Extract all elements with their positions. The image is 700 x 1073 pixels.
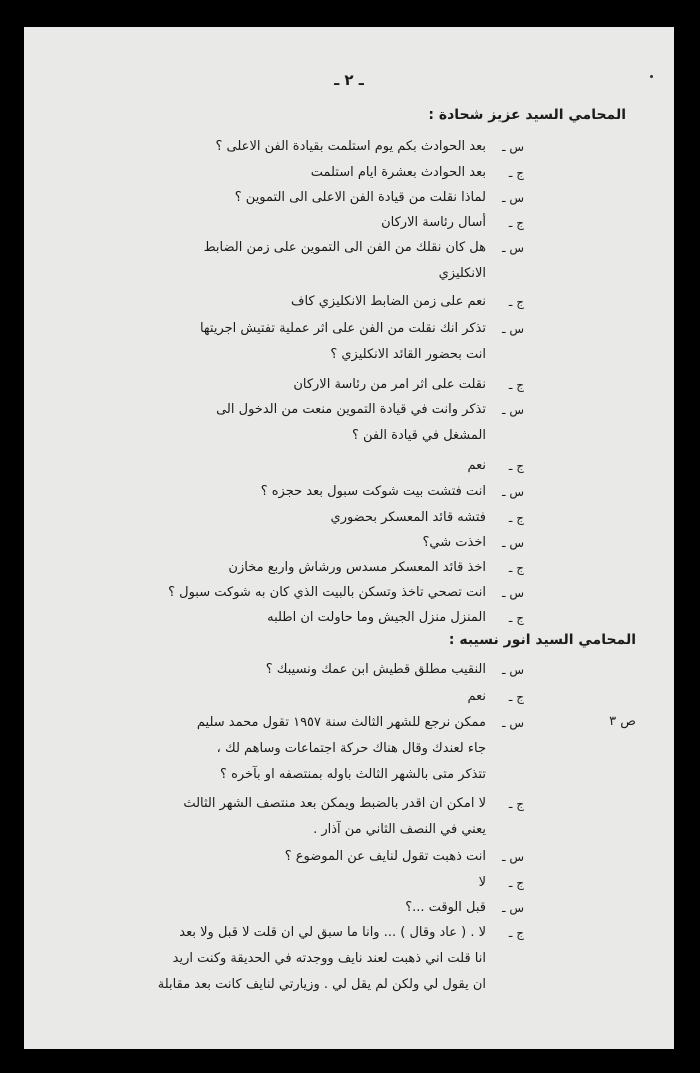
qa-text [64, 453, 486, 479]
question-block [64, 235, 524, 287]
answer-block [64, 453, 524, 479]
qa-text [64, 160, 486, 186]
qa-marker: ج ـ [508, 611, 524, 625]
section-heading-anwar-nusseibeh: المحامي السيد انور نسيبه : [448, 632, 636, 648]
qa-marker: ج ـ [508, 295, 524, 309]
qa-line: تذكر وانت في قيادة التموين منعت من الدخول الى [216, 402, 486, 417]
qa-marker: ج ـ [508, 926, 524, 940]
answer-block [64, 210, 524, 236]
qa-text [64, 870, 486, 896]
qa-line: انا قلت اني ذهبت لعند نايف ووجدته في الحديقة وكنت اريد [172, 951, 486, 966]
qa-line: انت فتشت بيت شوكت سبول بعد حجزه ؟ [260, 484, 486, 499]
qa-text [64, 684, 486, 710]
qa-marker: ج ـ [508, 166, 524, 180]
qa-line: جاء لعندك وقال هناك حركة اجتماعات وساهم لك ، [216, 741, 486, 756]
qa-marker: س ـ [502, 850, 524, 864]
question-block [64, 479, 524, 505]
qa-text [64, 479, 486, 505]
qa-marker: س ـ [502, 586, 524, 600]
document-page [24, 27, 674, 1049]
qa-line: لا [478, 875, 486, 890]
qa-line: نقلت على اثر امر من رئاسة الاركان [293, 377, 486, 392]
qa-line: هل كان نقلك من الفن الى التموين على زمن الضابط [203, 240, 486, 255]
qa-line: اخذت شي؟ [422, 535, 486, 550]
qa-text [64, 210, 486, 236]
qa-text [64, 580, 486, 606]
answer-block [64, 372, 524, 398]
qa-line: انت ذهبت تقول لنايف عن الموضوع ؟ [284, 849, 486, 864]
qa-marker: س ـ [502, 901, 524, 915]
qa-marker: س ـ [502, 663, 524, 677]
qa-text [64, 844, 486, 870]
qa-line: فتشه قائد المعسكر بحضوري [330, 510, 486, 525]
qa-line: لماذا نقلت من قيادة الفن الاعلى الى التموين ؟ [234, 190, 486, 205]
answer-block [64, 920, 524, 998]
qa-line: نعم [467, 458, 486, 473]
qa-line: أسال رئاسة الاركان [381, 215, 486, 230]
qa-line: نعم على زمن الضابط الانكليزي كاف [290, 294, 486, 309]
qa-marker: ج ـ [508, 561, 524, 575]
qa-text [64, 791, 486, 843]
question-block [64, 316, 524, 368]
qa-text [64, 657, 486, 683]
qa-text [64, 505, 486, 531]
section-heading-aziz-shehadeh: المحامي السيد عزيز شحادة : [428, 107, 626, 123]
answer-block [64, 289, 524, 315]
qa-line: النقيب مطلق قطيش ابن عمك ونسيبك ؟ [265, 662, 486, 677]
qa-line: لا امكن ان اقدر بالضبط ويمكن بعد منتصف الشهر الثالث [183, 796, 486, 811]
qa-marker: س ـ [502, 485, 524, 499]
qa-text [64, 555, 486, 581]
qa-marker: س ـ [502, 322, 524, 336]
question-block [64, 895, 524, 921]
question-block [64, 844, 524, 870]
answer-block [64, 791, 524, 843]
qa-text [64, 710, 486, 788]
qa-line: بعد الحوادث بكم يوم استلمت بقيادة الفن الاعلى ؟ [215, 139, 486, 154]
qa-text [64, 372, 486, 398]
qa-line: نعم [467, 689, 486, 704]
qa-text [64, 316, 486, 368]
qa-line: الانكليزي [438, 266, 486, 281]
qa-marker: ج ـ [508, 459, 524, 473]
qa-line: ان يقول لي ولكن لم يقل لي . وزيارتي لنايف كانت بعد مقابلة [157, 977, 486, 992]
answer-block [64, 684, 524, 710]
qa-marker: س ـ [502, 536, 524, 550]
qa-marker: س ـ [502, 241, 524, 255]
answer-block [64, 605, 524, 631]
qa-text [64, 920, 486, 998]
qa-line: المنزل منزل الجيش وما حاولت ان اطلبه [267, 610, 486, 625]
answer-block [64, 870, 524, 896]
qa-line: تذكر انك نقلت من الفن على اثر عملية تفتيش اجريتها [199, 321, 486, 336]
qa-text [64, 185, 486, 211]
qa-text [64, 895, 486, 921]
question-block [64, 657, 524, 683]
question-block [64, 710, 524, 788]
question-block [64, 580, 524, 606]
qa-text [64, 397, 486, 449]
qa-line: تتذكر متى بالشهر الثالث باوله بمنتصفه او بآخره ؟ [220, 767, 486, 782]
qa-marker: س ـ [502, 716, 524, 730]
qa-marker: ج ـ [508, 797, 524, 811]
qa-marker: ج ـ [508, 690, 524, 704]
qa-line: المشغل في قيادة الفن ؟ [351, 428, 486, 443]
qa-line: قبل الوقت ...؟ [405, 900, 486, 915]
qa-text [64, 134, 486, 160]
qa-text [64, 235, 486, 287]
qa-line: لا . ( عاد وقال ) ... وانا ما سبق لي ان قلت لا قبل ولا بعد [179, 925, 486, 940]
qa-line: انت تصحي تاخذ وتسكن بالبيت الذي كان به شوكت سبول ؟ [168, 585, 486, 600]
qa-marker: س ـ [502, 191, 524, 205]
qa-marker: ج ـ [508, 511, 524, 525]
qa-marker: ج ـ [508, 378, 524, 392]
question-block [64, 397, 524, 449]
qa-line: انت بحضور القائد الانكليزي ؟ [330, 347, 486, 362]
qa-text [64, 289, 486, 315]
answer-block [64, 160, 524, 186]
question-block [64, 134, 524, 160]
qa-text [64, 530, 486, 556]
qa-marker: ج ـ [508, 216, 524, 230]
qa-line: بعد الحوادث بعشرة ايام استلمت [310, 165, 486, 180]
question-block [64, 530, 524, 556]
page-number: ـ ٢ ـ [334, 71, 364, 89]
qa-marker: س ـ [502, 140, 524, 154]
qa-marker: ج ـ [508, 876, 524, 890]
qa-line: اخذ قائد المعسكر مسدس ورشاش واربع مخازن [228, 560, 486, 575]
margin-page-note: ص ٣ [609, 714, 636, 729]
qa-line: ممكن نرجع للشهر الثالث سنة ١٩٥٧ تقول محمد سليم [196, 715, 486, 730]
qa-text [64, 605, 486, 631]
qa-marker: س ـ [502, 403, 524, 417]
answer-block [64, 505, 524, 531]
question-block [64, 185, 524, 211]
qa-line: يعني في النصف الثاني من آذار . [313, 822, 486, 837]
answer-block [64, 555, 524, 581]
